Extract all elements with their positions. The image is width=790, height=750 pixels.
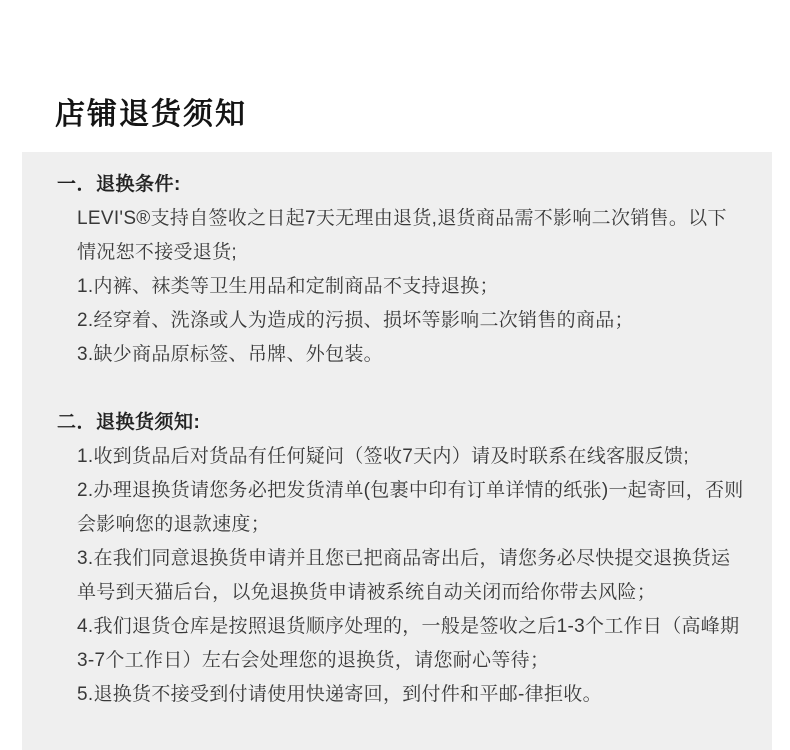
return-condition-item-3: 3.缺少商品原标签、吊牌、外包装。 <box>77 344 383 365</box>
return-notice-heading: 二．退换货须知: <box>57 412 201 433</box>
return-conditions-body <box>57 202 744 372</box>
section-return-conditions <box>57 168 744 372</box>
return-conditions-heading: 一．退换条件: <box>57 174 181 195</box>
section-return-notice <box>57 406 744 712</box>
return-notice-item-3: 3.在我们同意退换货申请并且您已把商品寄出后，请您务必尽快提交退换货运单号到天猫后台，以免退换货申请被系统自动关闭而给你带去风险； <box>77 548 731 603</box>
return-conditions-intro: LEVI'S®支持自签收之日起7天无理由退货,退货商品需不影响二次销售。以下情况恕不接受退货; <box>77 208 727 263</box>
return-condition-item-2: 2.经穿着、洗涤或人为造成的污损、损坏等影响二次销售的商品； <box>77 310 634 331</box>
policy-card <box>22 152 772 750</box>
page-title: 店铺退货须知 <box>55 98 247 131</box>
return-notice-item-2: 2.办理退换货请您务必把发货清单(包裹中印有订单详情的纸张)一起寄回，否则会影响您的退款速度； <box>77 480 744 535</box>
return-notice-item-4: 4.我们退货仓库是按照退货顺序处理的，一般是签收之后1-3个工作日（高峰期3-7个工作日）左右会处理您的退换货，请您耐心等待； <box>77 616 740 671</box>
return-notice-body <box>57 440 744 712</box>
return-notice-item-5: 5.退换货不接受到付请使用快递寄回，到付件和平邮-律拒收。 <box>77 684 602 705</box>
return-notice-item-1: 1.收到货品后对货品有任何疑问（签收7天内）请及时联系在线客服反馈; <box>77 446 689 467</box>
return-condition-item-1: 1.内裤、袜类等卫生用品和定制商品不支持退换； <box>77 276 499 297</box>
